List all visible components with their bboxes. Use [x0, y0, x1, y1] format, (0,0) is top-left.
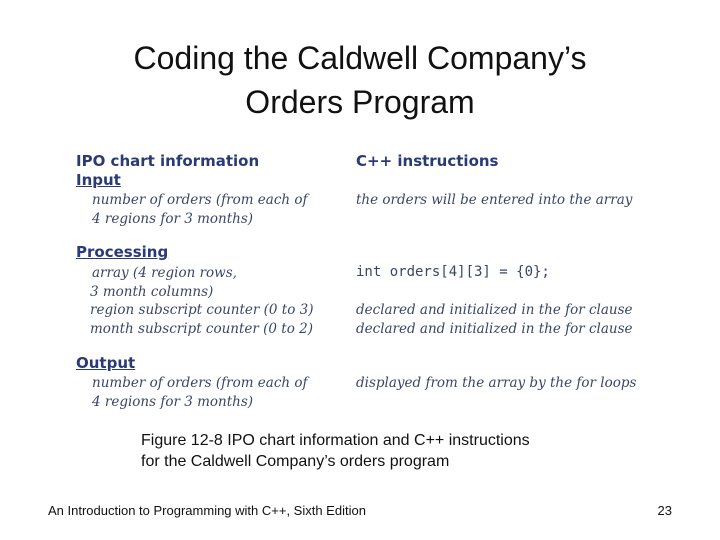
processing-item-month-counter: month subscript counter (0 to 2) [90, 321, 314, 337]
processing-array-declaration: int orders[4][3] = {0}; [356, 264, 550, 280]
output-item-line-2: 4 regions for 3 months) [92, 394, 254, 410]
processing-heading: Processing [76, 243, 169, 261]
processing-item-array: array (4 region rows, [92, 265, 237, 281]
page-number: 23 [657, 503, 672, 518]
slide-title-line-1: Coding the Caldwell Company’s [133, 40, 587, 76]
slide-title [60, 36, 660, 124]
input-heading: Input [76, 171, 121, 189]
output-heading: Output [76, 354, 136, 372]
figure-caption-line-1: Figure 12-8 IPO chart information and C++ instructions [141, 432, 530, 449]
ipo-chart-figure [76, 150, 656, 415]
input-instruction: the orders will be entered into the array [356, 192, 633, 208]
output-item-line-1: number of orders (from each of [92, 375, 308, 391]
cpp-instructions-header: C++ instructions [356, 152, 499, 170]
figure-caption [141, 430, 611, 472]
slide-title-line-2: Orders Program [245, 84, 475, 120]
processing-item-array-cont: 3 month columns) [90, 284, 214, 300]
processing-region-instruction: declared and initialized in the for clause [356, 302, 633, 318]
input-item-line-2: 4 regions for 3 months) [92, 211, 254, 227]
processing-month-instruction: declared and initialized in the for clause [356, 321, 633, 337]
footer-book-title: An Introduction to Programming with C++, Sixth Edition [48, 503, 366, 518]
ipo-chart-header: IPO chart information [76, 152, 260, 170]
processing-item-region-counter: region subscript counter (0 to 3) [90, 302, 314, 318]
output-instruction: displayed from the array by the for loops [356, 375, 637, 391]
figure-caption-line-2: for the Caldwell Company’s orders program [141, 453, 450, 470]
input-item-line-1: number of orders (from each of [92, 192, 308, 208]
